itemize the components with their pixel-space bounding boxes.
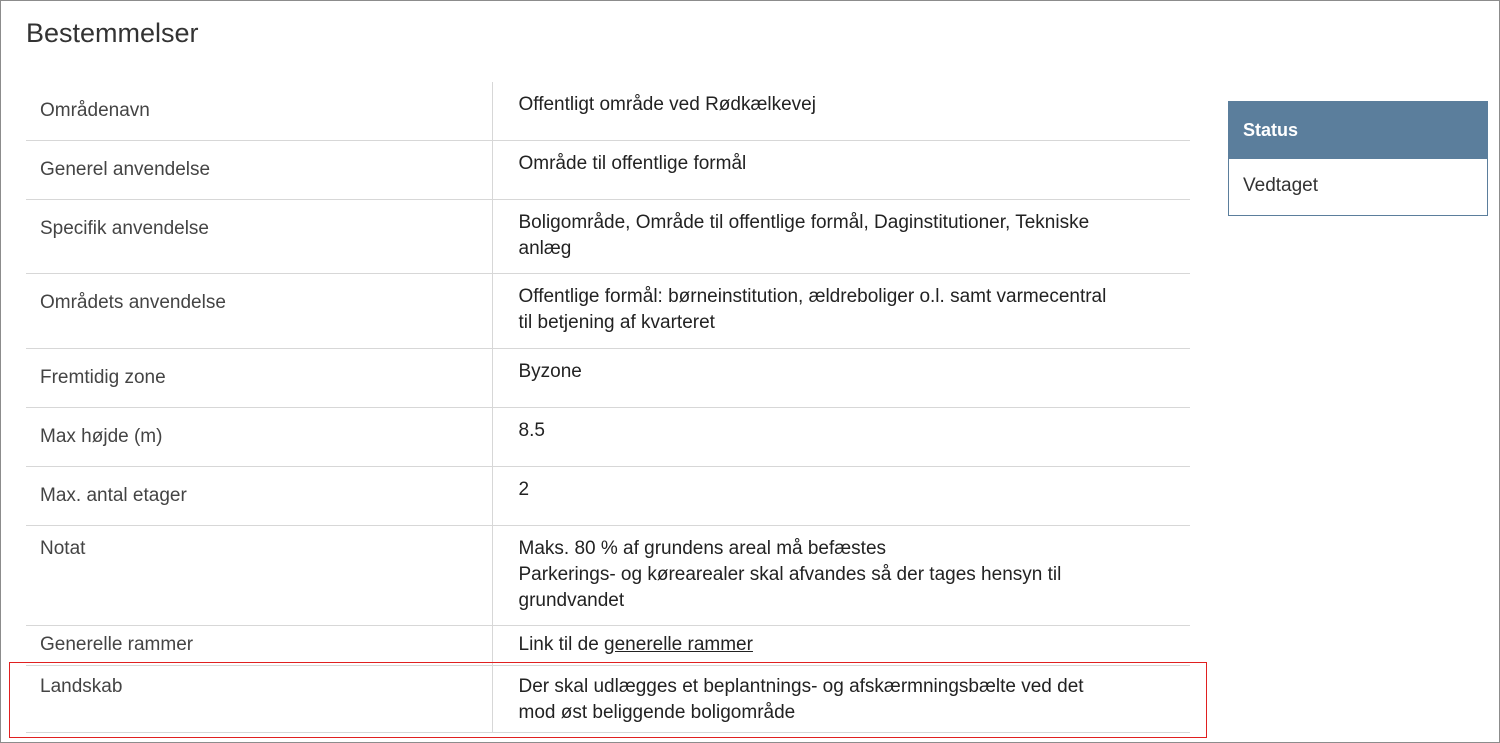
property-value: Der skal udlægges et beplantnings- og afskærmningsbælte ved det mod øst beliggende boligområde [492, 665, 1190, 732]
status-header: Status [1229, 102, 1487, 159]
table-row [26, 407, 1190, 466]
table-row [26, 466, 1190, 525]
property-label: Generelle rammer [26, 625, 492, 665]
property-label: Områdets anvendelse [26, 273, 492, 348]
page-title: Bestemmelser [26, 18, 199, 48]
status-card [1228, 101, 1488, 216]
property-label: Max. antal etager [26, 466, 492, 525]
property-value: Byzone [492, 348, 1190, 407]
property-value: Område til offentlige formål [492, 140, 1190, 199]
link-prefix-text: Link til de [518, 633, 605, 655]
property-label: Generel anvendelse [26, 140, 492, 199]
property-label: Fremtidig zone [26, 348, 492, 407]
property-label: Specifik anvendelse [26, 199, 492, 273]
table-row [26, 665, 1190, 732]
property-value: Boligområde, Område til offentlige formål, Daginstitutioner, Tekniske anlæg [492, 199, 1190, 273]
property-value: Offentligt område ved Rødkælkevej [492, 82, 1190, 140]
property-label: Notat [26, 525, 492, 625]
property-label: Landskab [26, 665, 492, 732]
property-label: Max højde (m) [26, 407, 492, 466]
property-value [492, 625, 1190, 665]
table-row [26, 348, 1190, 407]
property-value: Offentlige formål: børneinstitution, ældreboliger o.l. samt varmecentral til betjening af kvarteret [492, 273, 1190, 348]
general-frames-link[interactable]: generelle rammer [604, 633, 753, 655]
properties-table [26, 82, 1190, 733]
table-row [26, 625, 1190, 665]
table-row [26, 273, 1190, 348]
table-row [26, 525, 1190, 625]
property-value: 2 [492, 466, 1190, 525]
property-value: 8.5 [492, 407, 1190, 466]
property-value: Maks. 80 % af grundens areal må befæstes Parkerings- og kørearealer skal afvandes så der tages hensyn til grundvandet [492, 525, 1190, 625]
property-label: Områdenavn [26, 82, 492, 140]
status-value: Vedtaget [1243, 175, 1319, 196]
table-row [26, 140, 1190, 199]
table-row [26, 82, 1190, 140]
table-row [26, 199, 1190, 273]
